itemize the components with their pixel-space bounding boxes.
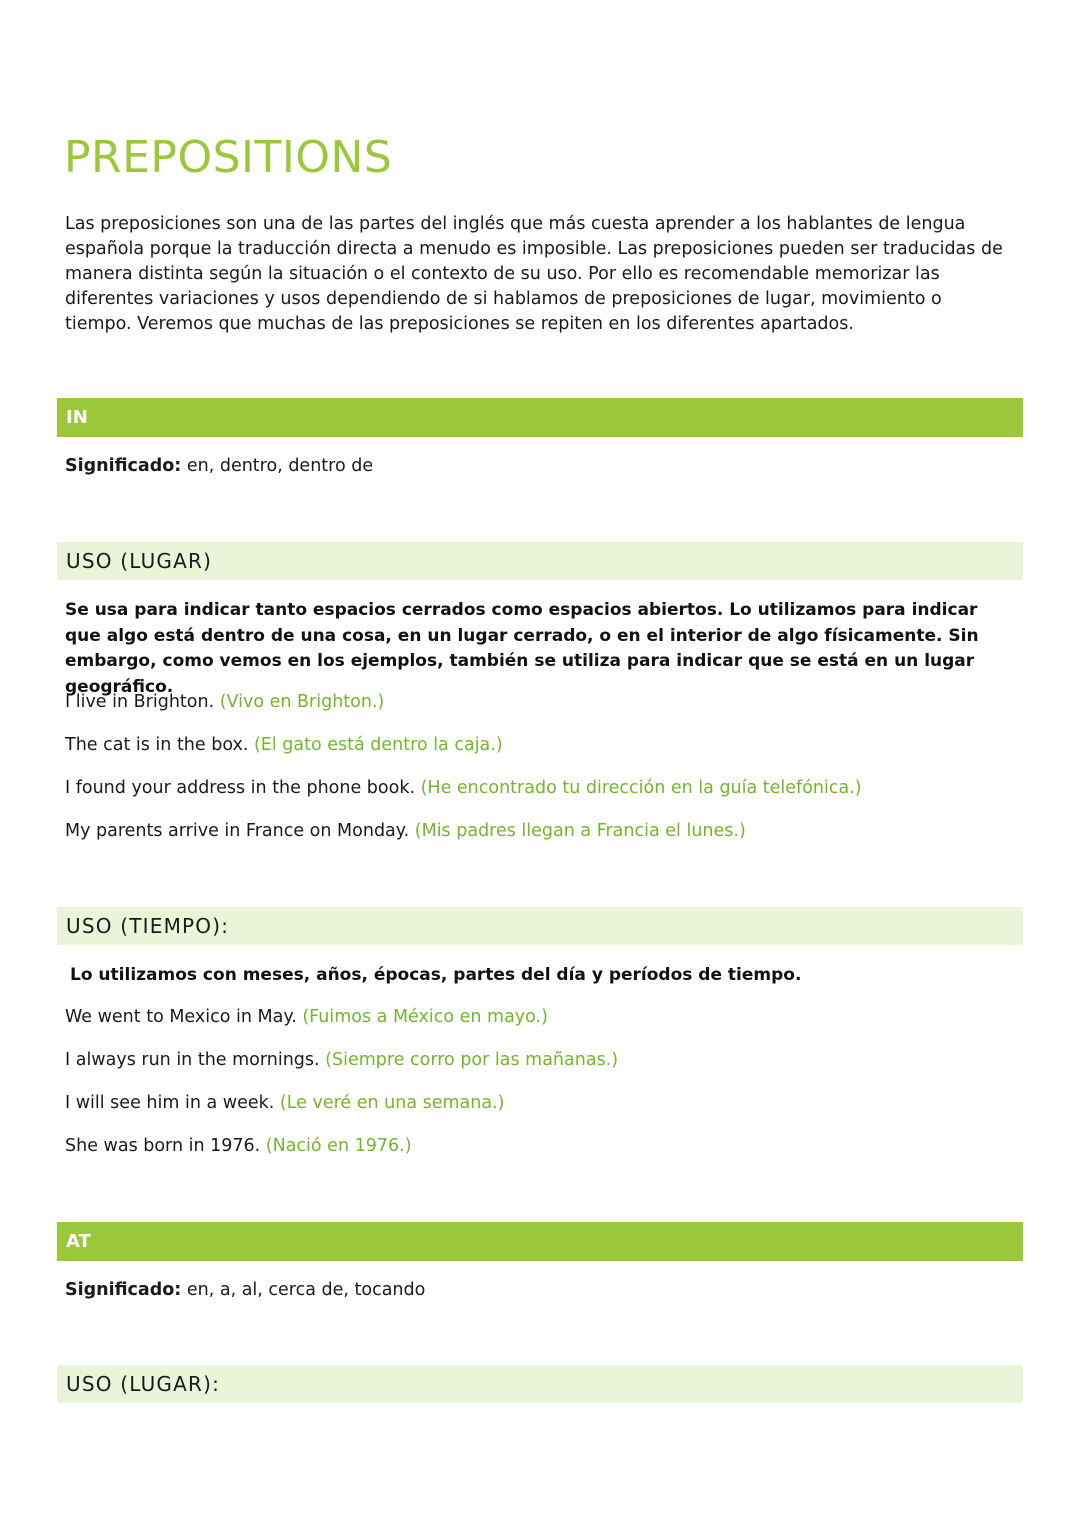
- example-line: [65, 1093, 505, 1113]
- example-english: I found your address in the phone book.: [65, 778, 421, 798]
- use-heading: USO (LUGAR): [66, 549, 213, 573]
- meaning-label: Significado:: [65, 456, 182, 476]
- example-english: The cat is in the box.: [65, 735, 254, 755]
- example-english: I will see him in a week.: [65, 1093, 280, 1113]
- meaning-label: Significado:: [65, 1280, 182, 1300]
- page-title: PREPOSITIONS: [64, 132, 393, 183]
- meaning-text: en, a, al, cerca de, tocando: [181, 1280, 426, 1300]
- example-line: [65, 692, 384, 712]
- example-translation: (He encontrado tu dirección en la guía telefónica.): [420, 778, 862, 798]
- meaning-text: en, dentro, dentro de: [181, 456, 374, 476]
- example-translation: (Mis padres llegan a Francia el lunes.): [414, 821, 746, 841]
- example-translation: (El gato está dentro la caja.): [253, 735, 503, 755]
- use-place-header: [57, 1365, 1023, 1403]
- use-place-header: [57, 542, 1023, 580]
- example-english: My parents arrive in France on Monday.: [65, 821, 415, 841]
- example-translation: (Nació en 1976.): [265, 1136, 412, 1156]
- use-place-description: Se usa para indicar tanto espacios cerrados como espacios abiertos. Lo utilizamos para indicar que algo está dentro de una cosa, en un lugar cerrado, o en el interior de algo físicamente. Sin embargo, como vemos en los ejemplos, también se utiliza para indicar que se está en un lugar geográfico.: [65, 600, 979, 697]
- example-translation: (Vivo en Brighton.): [219, 692, 385, 712]
- example-translation: (Fuimos a México en mayo.): [302, 1007, 548, 1027]
- example-english: I always run in the mornings.: [65, 1050, 326, 1070]
- example-english: I live in Brighton.: [65, 692, 220, 712]
- section-heading: AT: [66, 1231, 91, 1252]
- example-line: [65, 1136, 412, 1156]
- section-at-meaning: [65, 1280, 425, 1300]
- example-translation: (Siempre corro por las mañanas.): [325, 1050, 619, 1070]
- example-line: [65, 735, 503, 755]
- use-heading: USO (LUGAR):: [66, 1372, 221, 1396]
- example-line: [65, 778, 862, 798]
- example-line: [65, 1050, 618, 1070]
- section-heading: IN: [66, 407, 88, 428]
- section-in-header: [57, 398, 1023, 437]
- use-time-description: Lo utilizamos con meses, años, épocas, partes del día y períodos de tiempo.: [70, 965, 802, 985]
- example-english: We went to Mexico in May.: [65, 1007, 303, 1027]
- example-line: [65, 821, 746, 841]
- use-heading: USO (TIEMPO):: [66, 914, 230, 938]
- example-line: [65, 1007, 548, 1027]
- example-translation: (Le veré en una semana.): [279, 1093, 505, 1113]
- section-in-meaning: [65, 456, 373, 476]
- intro-paragraph: Las preposiciones son una de las partes del inglés que más cuesta aprender a los hablantes de lengua española porque la traducción directa a menudo es imposible. Las preposiciones pueden ser traducidas de manera distinta según la situación o el contexto de su uso. Por ello es recomendable memorizar las diferentes variaciones y usos dependiendo de si hablamos de preposiciones de lugar, movimiento o tiempo. Veremos que muchas de las preposiciones se repiten en los diferentes apartados.: [65, 214, 1003, 334]
- use-time-header: [57, 907, 1023, 945]
- example-english: She was born in 1976.: [65, 1136, 266, 1156]
- section-at-header: [57, 1222, 1023, 1261]
